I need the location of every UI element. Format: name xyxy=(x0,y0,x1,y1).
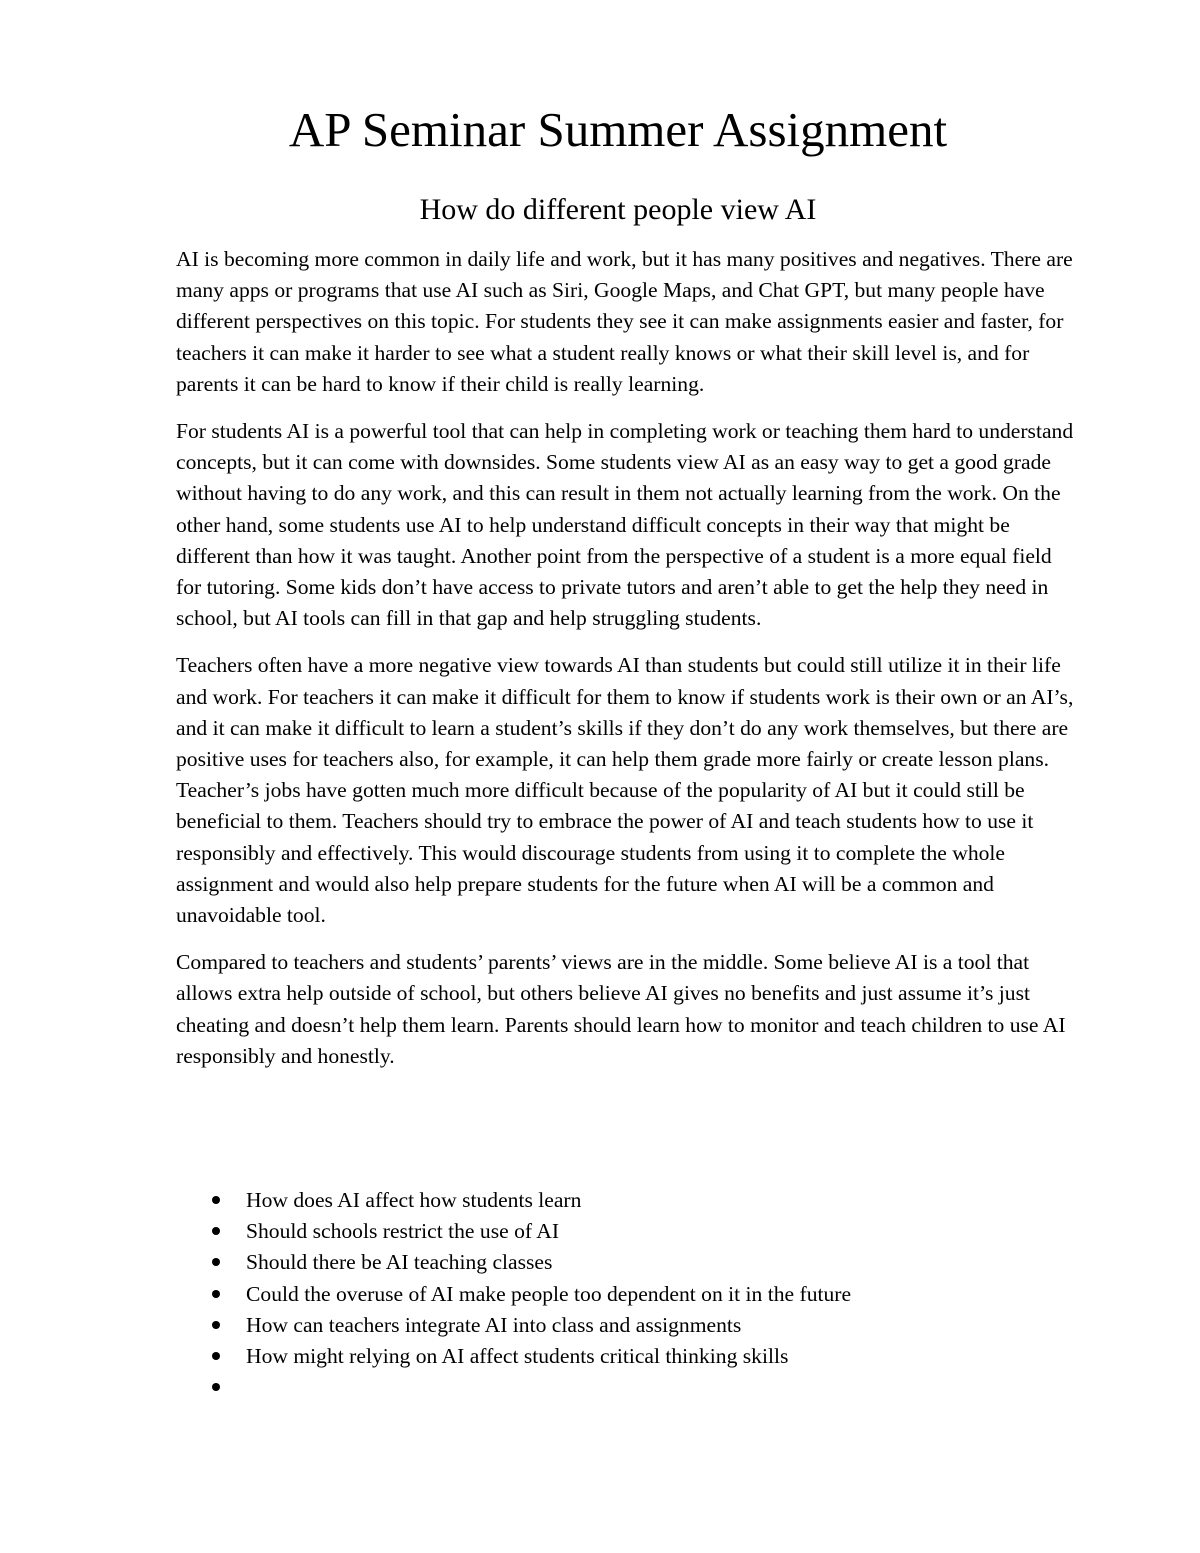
list-item-text: How does AI affect how students learn xyxy=(246,1188,582,1212)
list-item xyxy=(200,1341,1060,1372)
list-item xyxy=(200,1279,1060,1310)
document-body xyxy=(176,244,1076,1088)
paragraph-intro: AI is becoming more common in daily life and work, but it has many positives and negatives. There are many apps or programs that use AI such as Siri, Google Maps, and Chat GPT, but many people have different perspectives on this topic. For students they see it can make assignments easier and faster, for teachers it can make it harder to see what a student really knows or what their skill level is, and for parents it can be hard to know if their child is really learning. xyxy=(176,247,1073,396)
bullet-icon xyxy=(212,1227,220,1235)
list-item xyxy=(200,1216,1060,1247)
bullet-icon xyxy=(212,1290,220,1298)
list-item-text: How can teachers integrate AI into class and assignments xyxy=(246,1312,742,1337)
bullet-icon xyxy=(212,1196,220,1204)
bullet-icon xyxy=(212,1258,220,1266)
list-item-text: Should schools restrict the use of AI xyxy=(246,1219,560,1244)
paragraph-parents: Compared to teachers and students’ parents’ views are in the middle. Some believe AI is a tool that allows extra help outside of school, but others believe AI gives no benefits and just assume it’s just cheating and doesn’t help them learn. Parents should learn how to monitor and teach children to use AI responsibly and honestly. xyxy=(176,950,1066,1068)
list-item xyxy=(200,1310,1060,1341)
list-item xyxy=(200,1372,1060,1403)
list-item-text: Should there be AI teaching classes xyxy=(246,1250,553,1275)
list-item-text: How might relying on AI affect students critical thinking skills xyxy=(246,1344,789,1369)
list-item-text: Could the overuse of AI make people too dependent on it in the future xyxy=(246,1281,852,1306)
paragraph-students: For students AI is a powerful tool that can help in completing work or teaching them hard to understand concepts, but it can come with downsides. Some students view AI as an easy way to get a good grade without having to do any work, and this can result in them not actually learning from the work. On the other hand, some students use AI to help understand difficult concepts in their way that might be different than how it was taught. Another point from the perspective of a student is a more equal field for tutoring. Some kids don’t have access to private tutors and aren’t able to get the help they need in school, but AI tools can fill in that gap and help struggling students. xyxy=(176,419,1074,631)
list-item xyxy=(200,1247,1060,1278)
question-list xyxy=(200,1185,1060,1403)
paragraph-teachers: Teachers often have a more negative view towards AI than students but could still utilize it in their life and work. For teachers it can make it difficult for them to know if students work is their own or an AI’s, and it can make it difficult to learn a student’s skills if they don’t do any work themselves, but there are positive uses for teachers also, for example, it can help them grade more fairly or create lesson plans. Teacher’s jobs have gotten much more difficult because of the popularity of AI but it could still be beneficial to them. Teachers should try to embrace the power of AI and teach students how to use it responsibly and effectively. This would discourage students from using it to complete the whole assignment and would also help prepare students for the future when AI will be a common and unavoidable tool. xyxy=(176,653,1074,928)
list-item xyxy=(200,1185,1060,1216)
document-subtitle: How do different people view AI xyxy=(419,193,817,226)
bullet-icon xyxy=(212,1383,220,1391)
bullet-icon xyxy=(212,1352,220,1360)
bullet-icon xyxy=(212,1321,220,1329)
document-title: AP Seminar Summer Assignment xyxy=(288,102,948,157)
